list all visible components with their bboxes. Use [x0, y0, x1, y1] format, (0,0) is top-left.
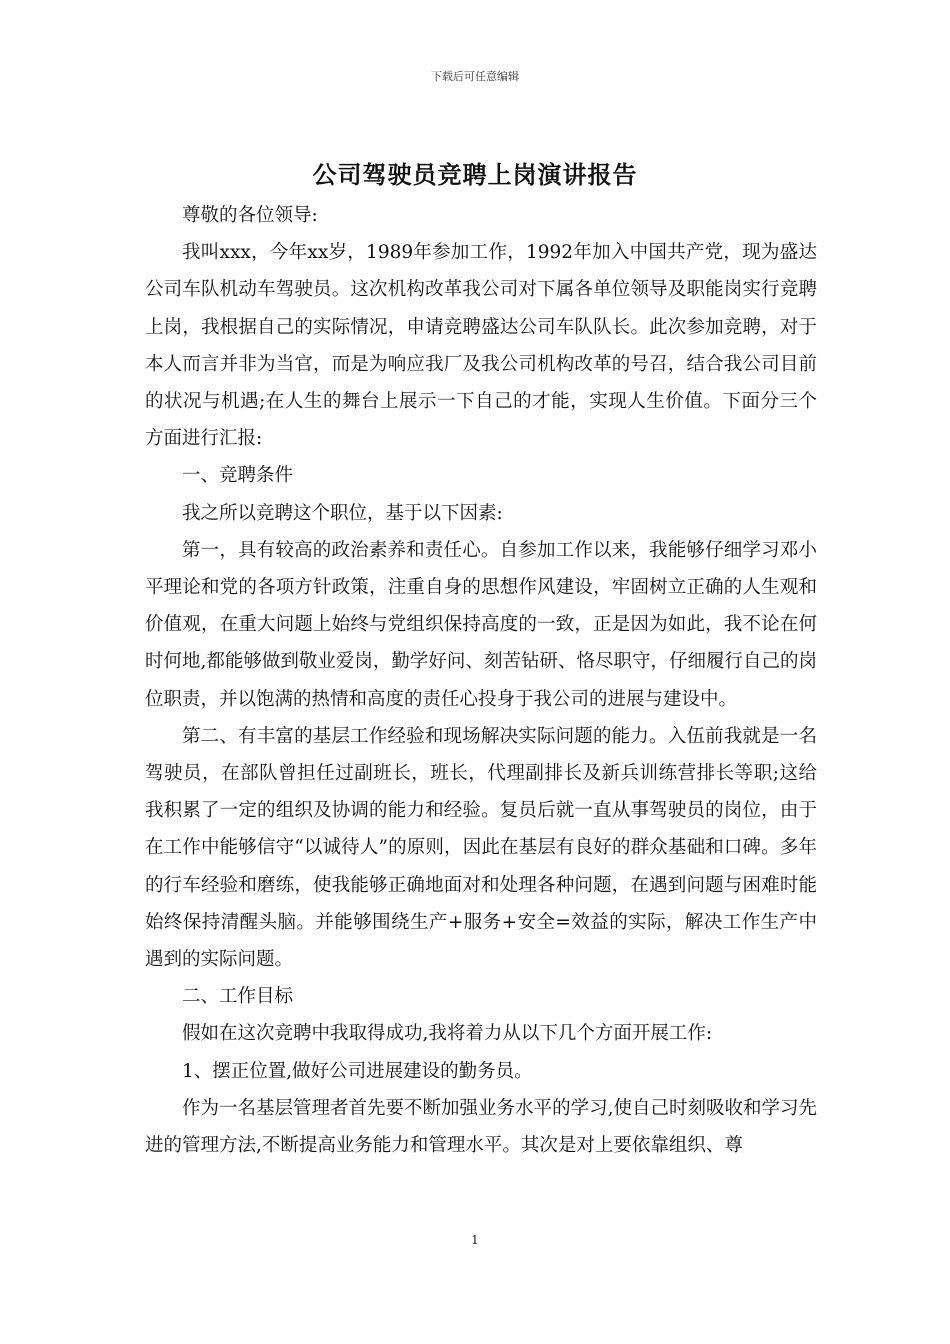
factors-paragraph: 我之所以竞聘这个职位，基于以下因素:: [182, 502, 503, 524]
document-body: [145, 197, 817, 1164]
goal-item-1-detail: 作为一名基层管理者首先要不断加强业务水平的学习,使自己时刻吸收和学习先进的管理方法,不断提高业务能力和管理水平。其次是对上要依靠组织、尊: [145, 1097, 817, 1157]
second-point-paragraph: 第二、有丰富的基层工作经验和现场解决实际问题的能力。入伍前我就是一名驾驶员，在部队曾担任过副班长，班长，代理副排长及新兵训练营排长等职;这给我积累了一定的组织及协调的能力和经验。复员后就一直从事驾驶员的岗位，由于在工作中能够信守“以诚待人”的原则，因此在基层有良好的群众基础和口碑。多年的行车经验和磨练，使我能够正确地面对和处理各种问题，在遇到问题与困难时能始终保持清醒头脑。并能够围绕生产+服务+安全=效益的实际，解决工作生产中遇到的实际问题。: [145, 725, 817, 971]
section-heading-conditions: 一、竞聘条件: [182, 465, 294, 487]
header-note: 下载后可任意编辑: [431, 70, 519, 83]
page-number: 1: [471, 1233, 479, 1247]
salutation-paragraph: 尊敬的各位领导:: [182, 205, 318, 226]
first-point-paragraph: 第一，具有较高的政治素养和责任心。自参加工作以来，我能够仔细学习邓小平理论和党的各项方针政策，注重自身的思想作风建设，牢固树立正确的人生观和价值观，在重大问题上始终与党组织保持高度的一致，正是因为如此，我不论在何时何地,都能够做到敬业爱岗，勤学好问、刻苦钻研、恪尽职守，仔细履行自己的岗位职责，并以饱满的热情和高度的责任心投身于我公司的进展与建设中。: [145, 539, 817, 710]
section-heading-goals: 二、工作目标: [182, 986, 294, 1008]
intro-paragraph: 我叫xxx，今年xx岁，1989年参加工作，1992年加入中国共产党，现为盛达公司车队机动车驾驶员。这次机构改革我公司对下属各单位领导及职能岗实行竞聘上岗，我根据自己的实际情况，申请竞聘盛达公司车队队长。此次参加竞聘，对于本人而言并非为当官，而是为响应我厂及我公司机构改革的号召，结合我公司目前的状况与机遇;在人生的舞台上展示一下自己的才能，实现人生价值。下面分三个方面进行汇报:: [145, 242, 817, 450]
goal-item-1: 1、摆正位置,做好公司进展建设的勤务员。: [182, 1060, 533, 1082]
goals-intro-paragraph: 假如在这次竞聘中我取得成功,我将着力从以下几个方面开展工作:: [182, 1023, 713, 1045]
document-title: 公司驾驶员竞聘上岗演讲报告: [312, 160, 638, 189]
